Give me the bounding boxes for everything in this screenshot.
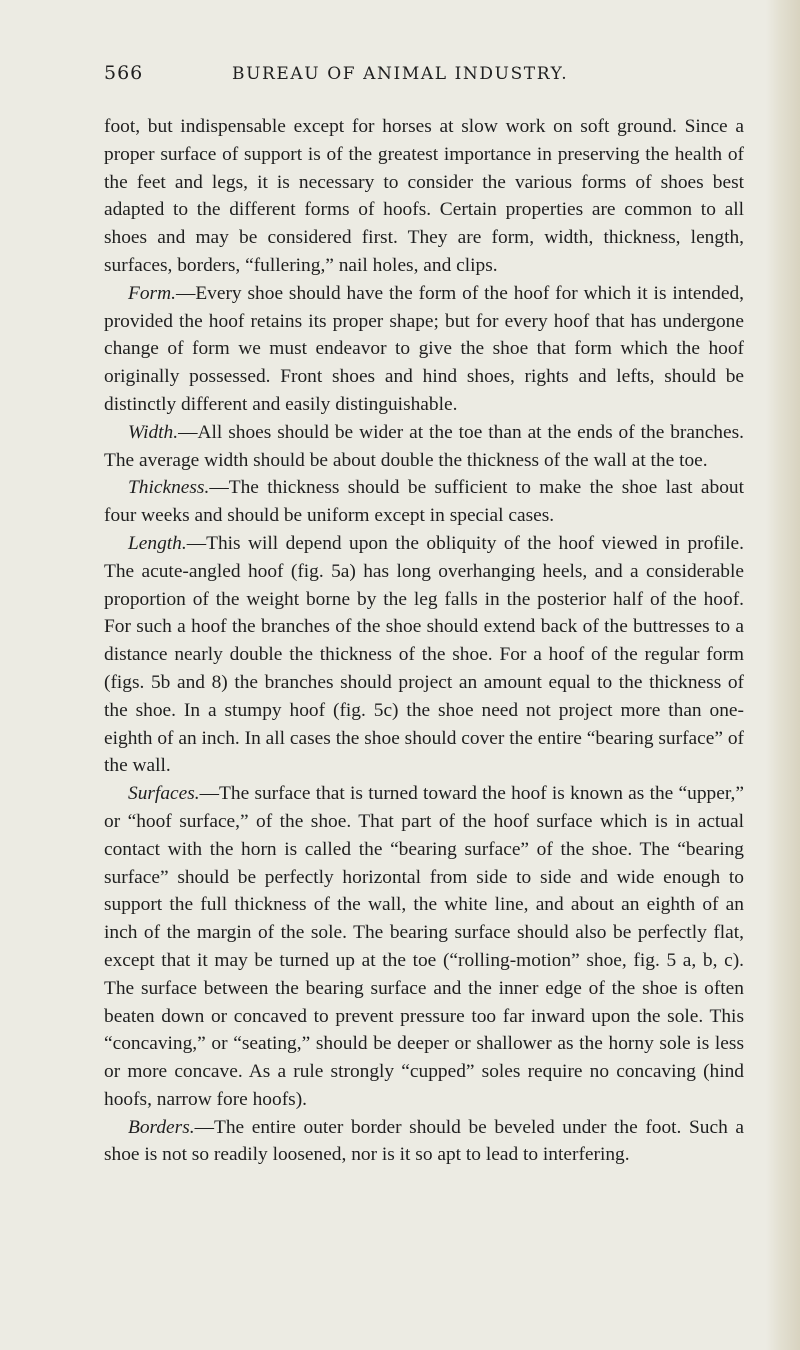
section-heading-length: Length. xyxy=(128,532,187,554)
body-text xyxy=(104,113,744,1169)
paragraph-length xyxy=(104,530,744,780)
paragraph-text: —The entire outer border should be beveled under the foot. Such a shoe is not so readily loosened, nor is it so apt to lead to interfering. xyxy=(104,1116,744,1166)
paragraph-continuation xyxy=(104,113,744,280)
section-heading-surfaces: Surfaces. xyxy=(128,783,200,805)
paragraph-text: foot, but indispensable except for horses at slow work on soft ground. Since a proper surface of support is of the greatest importance in preserving the health of the feet and legs, it is necessary to consider the various forms of shoes best adapted to the different forms of hoofs. Certain properties are common to all shoes and may be considered first. They are form, width, thickness, length, surfaces, borders, “fullering,” nail holes, and clips. xyxy=(104,116,744,276)
running-head: BUREAU OF ANIMAL INDUSTRY. xyxy=(232,64,569,84)
paragraph-text: —The surface that is turned toward the hoof is known as the “upper,” or “hoof surface,” of the shoe. That part of the hoof surface which is in actual contact with the horn is called the “bearing surface” of the shoe. The “bearing surface” should be perfectly horizontal from side to side and wide enough to support the full thickness of the wall, the white line, and about an eighth of an inch of the margin of the sole. The bearing surface should also be perfectly flat, except that it may be turned up at the toe (“rolling-motion” shoe, fig. 5 a, b, c). The surface between the bearing surface and the inner edge of the shoe is often beaten down or concaved to prevent pressure too far inward upon the sole. This “concaving,” or “seating,” should be deeper or shallower as the horny sole is less or more concave. As a rule strongly “cupped” soles require no concaving (hind hoofs, narrow fore hoofs). xyxy=(104,783,744,1110)
page-header xyxy=(104,62,744,92)
paragraph-text: —All shoes should be wider at the toe than at the ends of the branches. The average width should be about double the thickness of the wall at the toe. xyxy=(104,421,744,471)
page-number: 566 xyxy=(104,62,144,84)
paragraph-surfaces xyxy=(104,780,744,1114)
section-heading-thickness: Thickness. xyxy=(128,477,210,499)
paragraph-form xyxy=(104,280,744,419)
paragraph-text: —This will depend upon the obliquity of the hoof viewed in profile. The acute-angled hoof (fig. 5a) has long overhanging heels, and a considerable proportion of the weight borne by the leg falls in the posterior half of the hoof. For such a hoof the branches of the shoe should extend back of the buttresses to a distance nearly double the thickness of the shoe. For a hoof of the regular form (figs. 5b and 8) the branches should project an amount equal to the thickness of the shoe. In a stumpy hoof (fig. 5c) the shoe need not project more than one-eighth of an inch. In all cases the shoe should cover the entire “bearing surface” of the wall. xyxy=(104,532,744,777)
paragraph-thickness xyxy=(104,474,744,530)
paragraph-text: —The thickness should be sufficient to make the shoe last about four weeks and should be uniform except in special cases. xyxy=(104,477,744,527)
section-heading-borders: Borders. xyxy=(128,1116,195,1138)
section-heading-width: Width. xyxy=(128,421,179,443)
paragraph-borders xyxy=(104,1114,744,1170)
paragraph-text: —Every shoe should have the form of the hoof for which it is intended, provided the hoof retains its proper shape; but for every hoof that has undergone change of form we must endeavor to give the shoe that form which the hoof originally possessed. Front shoes and hind shoes, rights and lefts, should be distinctly different and easily distinguishable. xyxy=(104,282,744,415)
section-heading-form: Form. xyxy=(128,282,176,304)
paragraph-width xyxy=(104,419,744,475)
page-edge-shadow xyxy=(766,0,800,1350)
